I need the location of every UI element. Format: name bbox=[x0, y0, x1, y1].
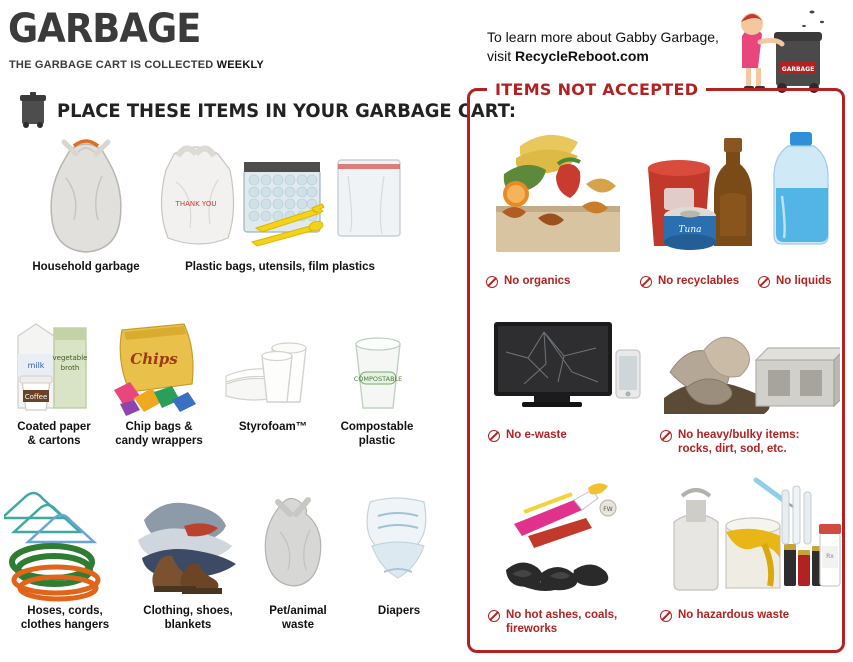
caption-line1: Pet/animal bbox=[269, 605, 327, 617]
learn-more-line1: To learn more about Gabby Garbage, bbox=[487, 29, 719, 45]
not-accepted-item-heavy-bulky bbox=[660, 312, 840, 456]
prohibited-icon bbox=[486, 276, 498, 288]
caption-line2: blankets bbox=[164, 618, 212, 631]
caption-line2: fireworks bbox=[506, 622, 558, 635]
page-subtitle bbox=[9, 59, 264, 71]
caption-line1: No hot ashes, coals, bbox=[506, 609, 618, 621]
accepted-item-styrofoam bbox=[218, 306, 328, 435]
svg-text:COMPOSTABLE: COMPOSTABLE bbox=[353, 375, 403, 383]
caption-line1: Compostable bbox=[340, 421, 414, 433]
water-jug-icon bbox=[758, 110, 844, 275]
subtitle-prefix: THE GARBAGE CART IS COLLECTED bbox=[9, 59, 217, 71]
accepted-item-chip-bags bbox=[100, 306, 218, 448]
not-accepted-item-hot-ashes bbox=[488, 478, 648, 636]
prohibited-icon bbox=[660, 430, 672, 442]
accepted-item-pet-waste bbox=[250, 476, 346, 632]
caption: No e-waste bbox=[506, 429, 567, 441]
compostable-cup-icon bbox=[322, 306, 432, 418]
caption: Plastic bags, utensils, film plastics bbox=[185, 261, 375, 273]
svg-text:THANK YOU: THANK YOU bbox=[175, 200, 217, 208]
caption: Diapers bbox=[377, 605, 421, 617]
prohibited-icon bbox=[660, 610, 672, 622]
caption-line1: Hoses, cords, bbox=[27, 605, 103, 617]
caption-line2: candy wrappers bbox=[115, 434, 203, 447]
not-accepted-item-liquids bbox=[758, 110, 844, 289]
svg-text:FW: FW bbox=[603, 506, 613, 513]
accepted-heading: PLACE THESE ITEMS IN YOUR GARBAGE CART: bbox=[57, 100, 517, 122]
prohibited-icon bbox=[488, 610, 500, 622]
trash-bag-icon bbox=[18, 132, 154, 258]
styrofoam-cup-icon bbox=[218, 306, 328, 418]
svg-text:Rx: Rx bbox=[826, 553, 834, 560]
caption: No hazardous waste bbox=[678, 609, 790, 621]
prohibited-icon bbox=[758, 276, 770, 288]
caption: No organics bbox=[504, 275, 571, 287]
fireworks-coals-icon bbox=[488, 478, 648, 609]
diaper-icon bbox=[344, 476, 454, 602]
rocks-concrete-icon bbox=[660, 312, 840, 429]
not-accepted-item-ewaste bbox=[488, 312, 648, 443]
learn-more-text bbox=[487, 28, 719, 66]
svg-text:Tuna: Tuna bbox=[678, 225, 702, 235]
pet-waste-bag-icon bbox=[250, 476, 346, 602]
caption-line2: waste bbox=[282, 618, 314, 631]
caption: No recyclables bbox=[658, 275, 740, 287]
svg-text:Coffee: Coffee bbox=[24, 393, 48, 401]
caption-line2: rocks, dirt, sod, etc. bbox=[678, 442, 787, 455]
caption-line2: clothes hangers bbox=[20, 618, 110, 631]
accepted-item-diapers bbox=[344, 476, 454, 619]
accepted-item-clothing bbox=[126, 476, 250, 632]
propane-paint-batteries-icon bbox=[660, 470, 842, 609]
learn-more-line2 bbox=[487, 47, 719, 66]
accepted-item-hoses-cords bbox=[4, 476, 126, 632]
not-accepted-item-organics bbox=[486, 110, 626, 289]
organics-food-scraps-icon bbox=[486, 110, 626, 275]
garbage-cart-icon bbox=[18, 92, 48, 128]
prohibited-icon bbox=[640, 276, 652, 288]
accepted-item-household-garbage bbox=[18, 132, 154, 275]
caption-line1: Chip bags & bbox=[125, 421, 193, 433]
svg-text:milk: milk bbox=[27, 361, 45, 370]
not-accepted-item-recyclables bbox=[640, 110, 768, 289]
caption-line2: plastic bbox=[358, 434, 396, 447]
hose-cord-hanger-icon bbox=[4, 476, 126, 602]
caption-line2: & cartons bbox=[27, 434, 81, 447]
svg-text:GARBAGE: GARBAGE bbox=[781, 66, 815, 73]
caption: No liquids bbox=[776, 275, 832, 287]
plastic-bag-utensils-icon bbox=[150, 132, 410, 258]
television-phone-icon bbox=[488, 312, 648, 429]
items-not-accepted-title: ITEMS NOT ACCEPTED bbox=[487, 80, 706, 99]
accepted-item-compostable-plastic bbox=[322, 306, 432, 448]
caption: Household garbage bbox=[32, 261, 140, 273]
website-link[interactable]: RecycleReboot.com bbox=[515, 48, 649, 64]
svg-text:Chips: Chips bbox=[130, 350, 178, 368]
clothing-shoes-icon bbox=[126, 476, 250, 602]
page-title: GARBAGE bbox=[8, 6, 201, 52]
caption-line1: No heavy/bulky items: bbox=[678, 429, 800, 441]
caption: Styrofoam™ bbox=[238, 421, 308, 433]
subtitle-emphasis: WEEKLY bbox=[216, 59, 264, 71]
caption-line1: Coated paper bbox=[17, 421, 91, 433]
not-accepted-item-hazardous bbox=[660, 470, 842, 623]
gabby-garbage-mascot bbox=[700, 2, 850, 94]
svg-text:vegetable: vegetable bbox=[52, 354, 88, 362]
svg-text:broth: broth bbox=[60, 364, 80, 372]
cans-bottles-icon bbox=[640, 110, 768, 275]
chip-bag-icon bbox=[100, 306, 218, 418]
milk-carton-icon bbox=[8, 306, 100, 418]
caption-line1: Clothing, shoes, bbox=[143, 605, 233, 617]
visit-label: visit bbox=[487, 48, 515, 64]
accepted-item-coated-paper bbox=[8, 306, 100, 448]
accepted-item-plastic-bags bbox=[150, 132, 410, 275]
prohibited-icon bbox=[488, 430, 500, 442]
